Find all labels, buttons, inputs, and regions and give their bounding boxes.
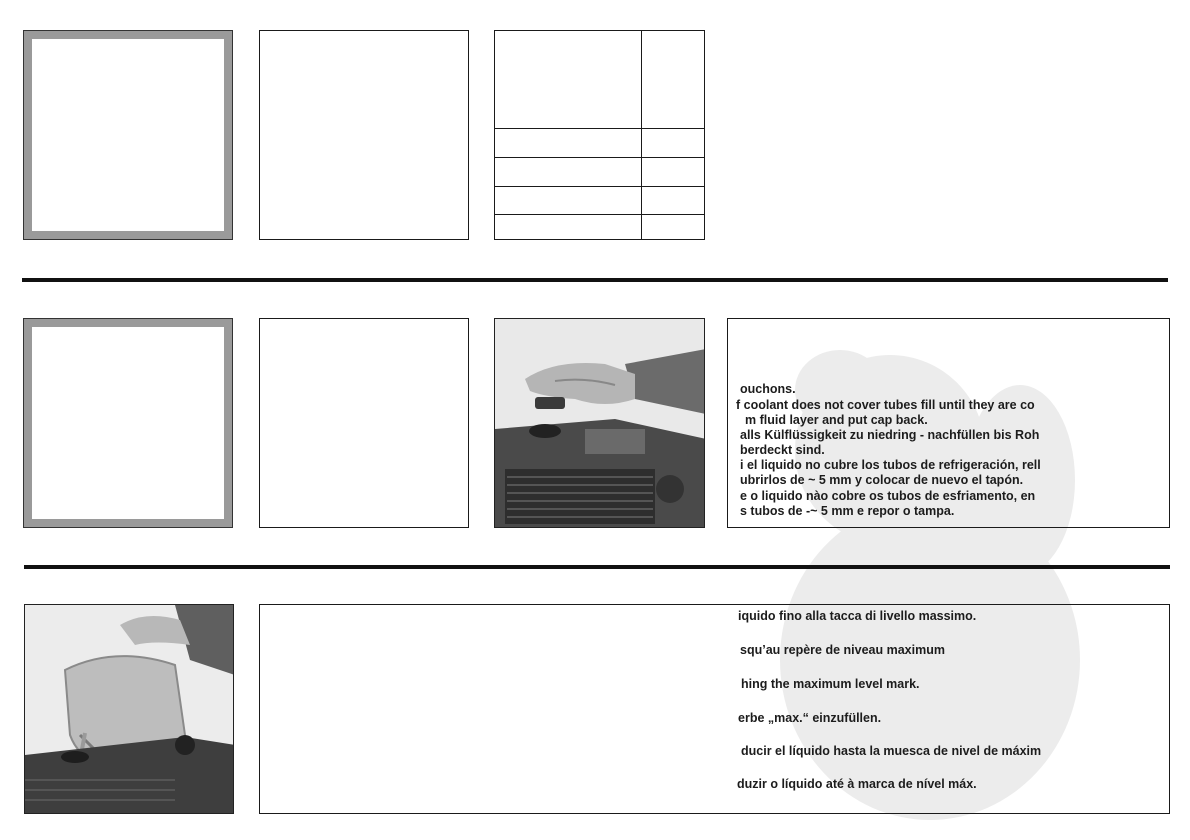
instruction-line: i el liquido no cubre los tubos de refrigeración, rell <box>740 458 1041 472</box>
table-row-divider <box>495 214 704 215</box>
instruction-line: m fluid layer and put cap back. <box>745 413 928 427</box>
instruction-line: ducir el líquido hasta la muesca de nivel de máxim <box>741 744 1042 758</box>
row2-blank-panel <box>259 318 469 528</box>
radiator-cap-photo <box>494 318 705 528</box>
table-column-divider <box>641 31 642 239</box>
row2-instructions-panel <box>727 318 1170 528</box>
instruction-line: s tubos de -~ 5 mm e repor o tampa. <box>740 504 955 518</box>
row2-image-placeholder <box>23 318 233 528</box>
instruction-line: erbe „max.“ einzufüllen. <box>738 711 882 725</box>
instruction-line: f coolant does not cover tubes fill until they are co <box>736 398 1035 412</box>
table-row-divider <box>495 186 704 187</box>
section-divider-1 <box>22 278 1168 282</box>
row1-spec-table <box>494 30 705 240</box>
section-divider-2 <box>24 565 1170 569</box>
instruction-line: e o liquido nào cobre os tubos de esfriamento, en <box>740 489 1036 503</box>
instruction-line: squ’au repère de niveau maximum <box>740 643 945 657</box>
row1-image-placeholder <box>23 30 233 240</box>
instruction-line: hing the maximum level mark. <box>741 677 920 691</box>
table-row-divider <box>495 128 704 129</box>
instruction-line: duzir o líquido até à marca de nível máx. <box>737 777 977 791</box>
row1-blank-panel <box>259 30 469 240</box>
instruction-line: ubrirlos de ~ 5 mm y colocar de nuevo el tapón. <box>740 473 1024 487</box>
instruction-line: alls Külflüssigkeit zu niedring - nachfüllen bis Roh <box>740 428 1040 442</box>
instruction-line: berdeckt sind. <box>740 443 825 457</box>
row3-instructions-panel <box>259 604 1170 814</box>
table-row-divider <box>495 157 704 158</box>
instruction-line: ouchons. <box>740 382 796 396</box>
pouring-coolant-photo <box>24 604 234 814</box>
instruction-line: iquido fino alla tacca di livello massimo. <box>738 609 977 623</box>
